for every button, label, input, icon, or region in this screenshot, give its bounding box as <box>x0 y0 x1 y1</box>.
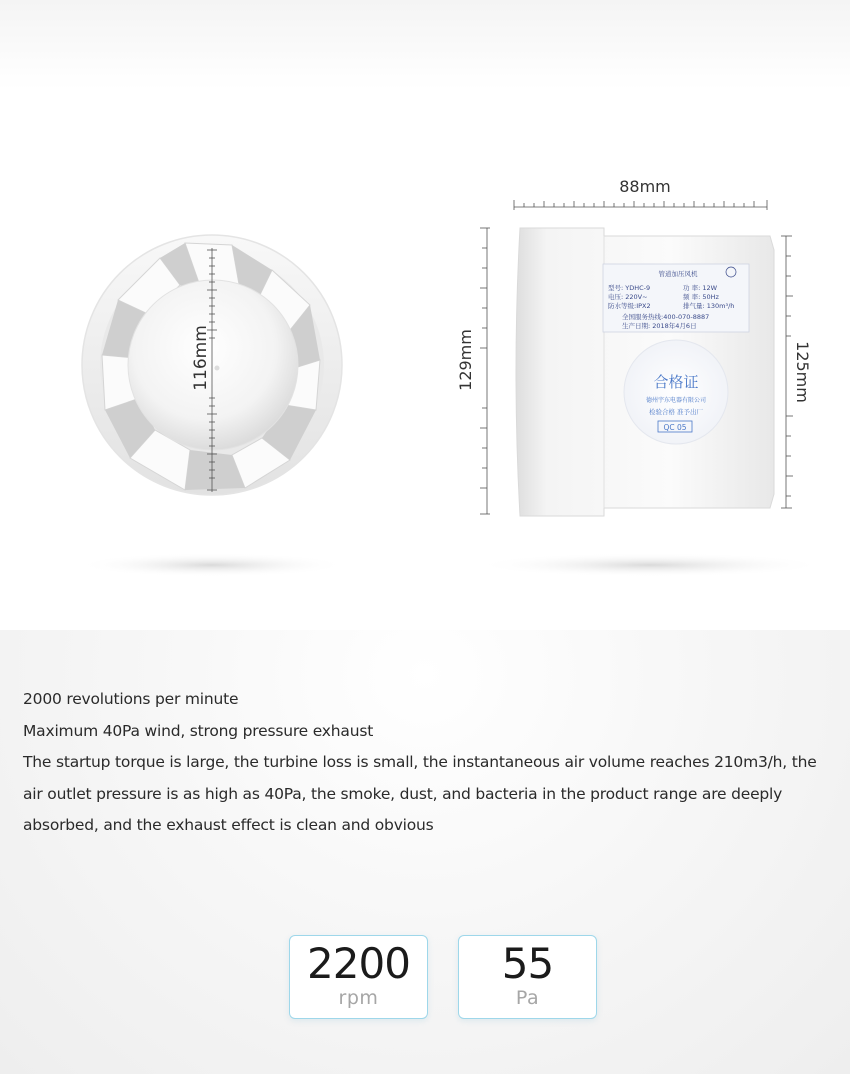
description-line-2: Maximum 40Pa wind, strong pressure exhaust <box>23 721 374 740</box>
rpm-unit: rpm <box>338 987 379 1009</box>
height-label: 129mm <box>456 329 475 391</box>
certificate-badge <box>624 340 728 444</box>
fan-front-shadow <box>77 553 347 577</box>
width-label: 88mm <box>619 177 671 196</box>
side-height-ruler <box>781 236 793 508</box>
fan-side-shadow <box>475 553 825 577</box>
pressure-value: 55 <box>501 939 554 988</box>
nameplate-waterproof: 防水等级:IPX2 <box>608 302 651 310</box>
height-ruler <box>480 228 490 514</box>
diameter-label: 116mm <box>191 325 211 391</box>
rpm-value: 2200 <box>307 939 410 988</box>
certificate-company: 德州宇东电器有限公司 <box>645 397 707 404</box>
description-line-3: The startup torque is large, the turbine loss is small, the instantaneous air volume reaches 210m3/h, the air outlet pressure is as high as 40Pa, the smoke, dust, and bacteria in the product range are deeply absorbed, and the exhaust effect is clean and obvious <box>23 753 817 834</box>
certificate-line: 检验合格 准予出厂 <box>648 408 704 416</box>
nameplate-hotline: 全国服务热线:400-070-8887 <box>622 313 710 321</box>
fan-side-view <box>456 177 812 516</box>
nameplate-voltage: 电压: 220V~ <box>608 293 648 301</box>
description-line-1: 2000 revolutions per minute <box>23 690 239 708</box>
certificate-code: QC 05 <box>663 423 687 432</box>
nameplate-model: 型号: YDHC-9 <box>608 284 651 292</box>
width-ruler <box>514 200 767 210</box>
nameplate-date: 生产日期: 2018年4月6日 <box>622 322 697 330</box>
pressure-stat-card <box>458 935 597 1019</box>
certificate-title: 合格证 <box>653 373 699 391</box>
nameplate-power: 功 率: 12W <box>683 284 718 292</box>
fan-front-view <box>82 235 342 495</box>
fan-hub <box>128 280 298 450</box>
rpm-stat-card <box>289 935 428 1019</box>
nameplate-airflow: 排气量: 130m³/h <box>683 302 735 310</box>
product-description <box>23 684 823 842</box>
nameplate <box>603 264 749 332</box>
side-height-label: 125mm <box>793 341 812 403</box>
nameplate-frequency: 频 率: 50Hz <box>683 293 719 301</box>
nameplate-title: 管道加压风机 <box>658 270 698 278</box>
pressure-unit: Pa <box>515 987 540 1009</box>
